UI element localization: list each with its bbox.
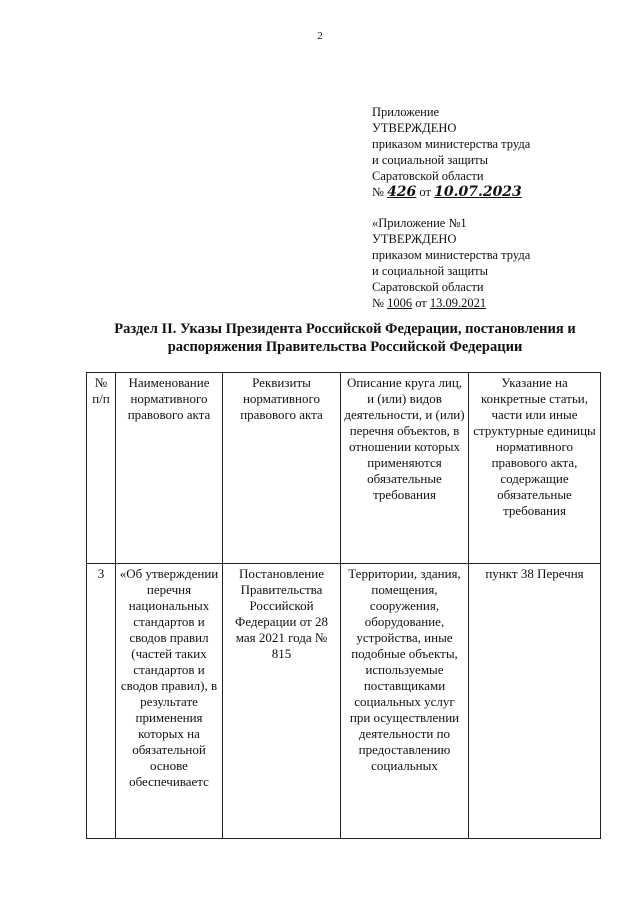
approval-region-line: Саратовской области <box>372 169 484 183</box>
approval-date-handwritten: 10.07.2023 <box>434 184 522 200</box>
approval-block <box>372 104 530 200</box>
original-approval-block <box>372 215 530 311</box>
approval-date-label: от <box>419 185 431 199</box>
original-number-line <box>372 295 530 311</box>
original-ministry-line: и социальной защиты <box>372 264 489 278</box>
table-row <box>87 564 601 839</box>
row-act-details: Постановление Правительства Российской Федерации от 28 мая 2021 года № 815 <box>223 564 341 839</box>
original-number-value: 1006 <box>387 296 413 310</box>
original-annex-label: «Приложение №1 <box>372 216 467 230</box>
header-scope-description: Описание круга лиц, и (или) видов деятельности, и (или) перечня объектов, в отношении которых применяются обязательные требования <box>341 373 469 564</box>
regulations-table <box>86 372 601 839</box>
approval-number-line <box>372 184 530 200</box>
header-act-details: Реквизиты нормативного правового акта <box>223 373 341 564</box>
approval-number-label: № <box>372 185 384 199</box>
original-number-label: № <box>372 296 384 310</box>
section-title-line1: Раздел II. Указы Президента Российской Федерации, постановления и <box>114 321 576 337</box>
original-order-line: приказом министерства труда <box>372 248 531 262</box>
header-number: № п/п <box>87 373 116 564</box>
header-act-name: Наименование нормативного правового акта <box>116 373 223 564</box>
approval-ministry-line: и социальной защиты <box>372 153 489 167</box>
original-approved-label: УТВЕРЖДЕНО <box>372 232 457 246</box>
row-act-name: «Об утверждении перечня национальных стандартов и сводов правил (частей таких стандартов и сводов правил), в результате применения которых на обязательной основе обеспечиваетс <box>116 564 223 839</box>
original-date-label: от <box>415 296 427 310</box>
approval-annex-label: Приложение <box>372 105 440 119</box>
row-number: 3 <box>87 564 116 839</box>
row-articles: пункт 38 Перечня <box>469 564 601 839</box>
original-region-line: Саратовской области <box>372 280 484 294</box>
row-scope-description: Территории, здания, помещения, сооружения, оборудование, устройства, иные подобные объекты, используемые поставщиками социальных услуг при осуществлении деятельности по предоставлению социальных <box>341 564 469 839</box>
page-number: 2 <box>317 30 323 42</box>
section-title-line2: распоряжения Правительства Российской Федерации <box>167 339 523 355</box>
header-articles: Указание на конкретные статьи, части или иные структурные единицы нормативного правового акта, содержащие обязательные требования <box>469 373 601 564</box>
approval-order-line: приказом министерства труда <box>372 137 531 151</box>
table-header-row <box>87 373 601 564</box>
original-date-value: 13.09.2021 <box>429 296 487 310</box>
section-title <box>80 320 610 356</box>
approval-approved-label: УТВЕРЖДЕНО <box>372 121 457 135</box>
approval-number-handwritten: 426 <box>387 184 417 200</box>
